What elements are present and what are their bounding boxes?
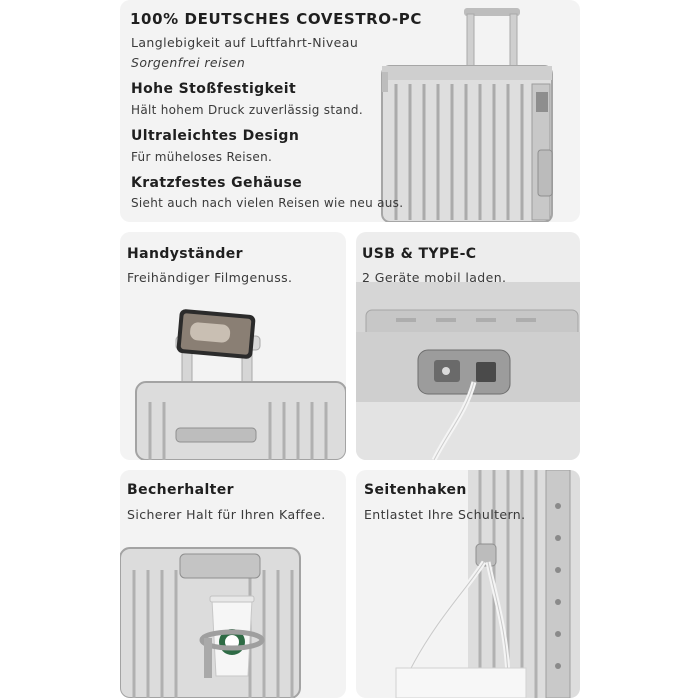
side-hook-image xyxy=(356,470,580,698)
usb-port-image xyxy=(356,232,580,460)
cup-holder-image xyxy=(120,470,346,698)
panel-title: Handyständer xyxy=(127,246,243,262)
feature-panel-cup-holder xyxy=(120,470,346,698)
panel-title: USB & TYPE-C xyxy=(362,246,477,262)
feature-desc-impact: Hält hohem Druck zuverlässig stand. xyxy=(131,103,363,117)
panel-title: Seitenhaken xyxy=(364,482,467,498)
feature-title-light: Ultraleichtes Design xyxy=(131,128,300,144)
feature-title-impact: Hohe Stoßfestigkeit xyxy=(131,81,297,97)
feature-title-scratch: Kratzfestes Gehäuse xyxy=(131,175,303,191)
phone-holder-image xyxy=(120,232,346,460)
feature-desc-light: Für müheloses Reisen. xyxy=(131,150,273,164)
feature-panel-usb xyxy=(356,232,580,460)
panel-tagline: Sorgenfrei reisen xyxy=(131,55,246,70)
panel-description: Freihändiger Filmgenuss. xyxy=(127,270,293,285)
panel-description: Sicherer Halt für Ihren Kaffee. xyxy=(127,507,326,522)
feature-panel-material xyxy=(120,0,580,222)
panel-subtitle: Langlebigkeit auf Luftfahrt-Niveau xyxy=(131,35,359,50)
panel-title: 100% DEUTSCHES COVESTRO-PC xyxy=(130,10,422,28)
feature-desc-scratch: Sieht auch nach vielen Reisen wie neu aus. xyxy=(131,196,404,210)
feature-panel-phone-holder xyxy=(120,232,346,460)
panel-description: Entlastet Ihre Schultern. xyxy=(364,507,526,522)
panel-title: Becherhalter xyxy=(127,482,234,498)
feature-panel-side-hook xyxy=(356,470,580,698)
panel-description: 2 Geräte mobil laden. xyxy=(362,270,507,285)
